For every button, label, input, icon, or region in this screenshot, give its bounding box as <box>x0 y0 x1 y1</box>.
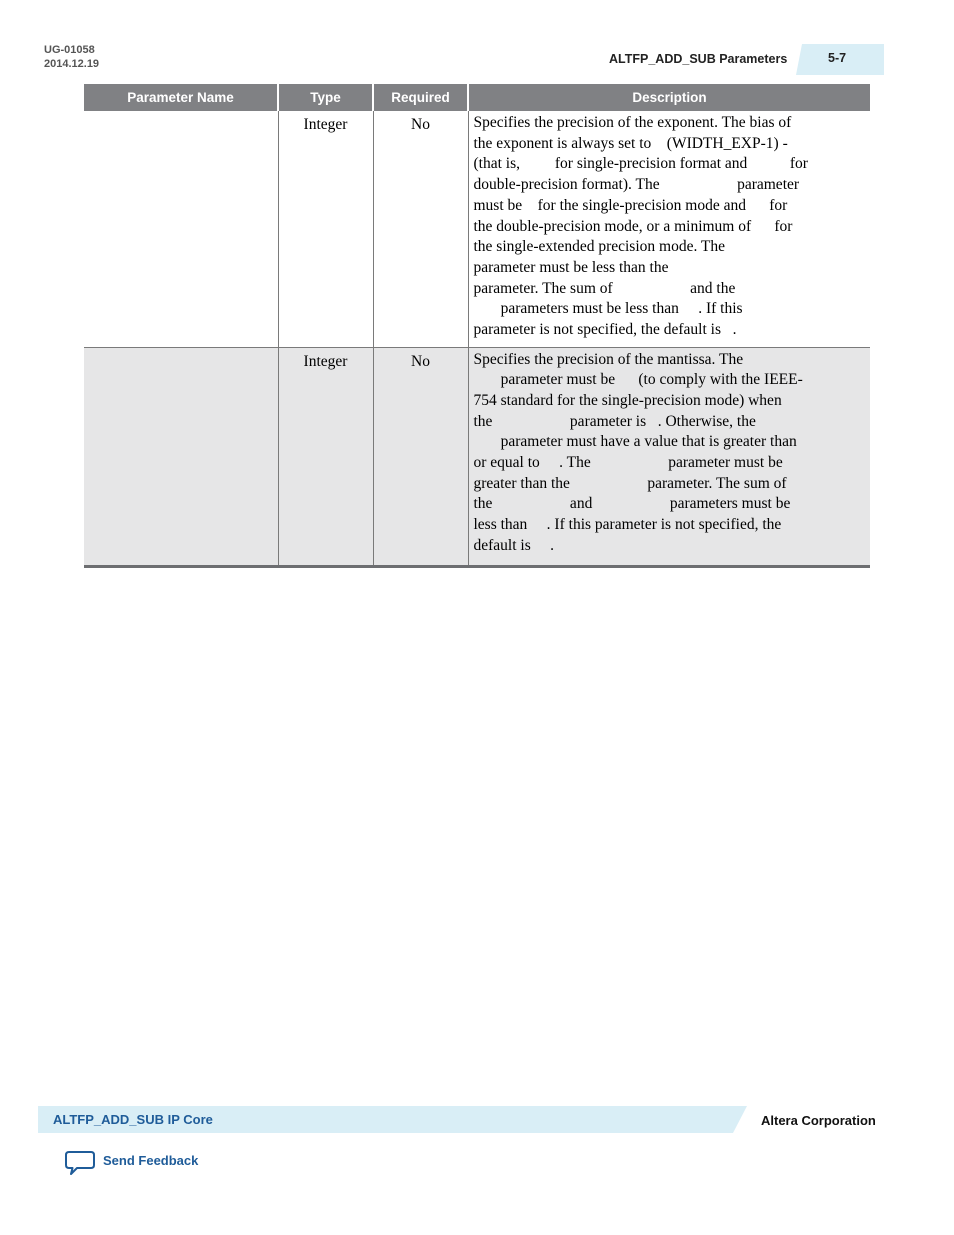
table-row <box>84 111 870 347</box>
parameter-name-cell <box>84 347 278 566</box>
parameter-name-cell <box>84 111 278 347</box>
description-line: (that is, for single-precision format and for <box>473 155 808 173</box>
description-line: default is . <box>473 536 554 554</box>
description-line: the exponent is always set to (WIDTH_EXP-1) - <box>473 134 788 152</box>
description-line: greater than the parameter. The sum of <box>473 474 787 492</box>
description-line: the single-extended precision mode. The <box>473 238 726 256</box>
type-cell: Integer <box>278 347 373 566</box>
description-line: Specifies the precision of the exponent. The bias of <box>473 114 792 131</box>
description-line: the and parameters must be <box>473 495 791 513</box>
description-line: parameter is not specified, the default is . <box>473 321 737 339</box>
description-line: the parameter is . Otherwise, the <box>473 412 756 430</box>
description-line: less than . If this parameter is not specified, the <box>473 516 782 534</box>
document-id <box>44 43 99 71</box>
description-line: must be for the single-precision mode and for <box>473 196 788 214</box>
send-feedback-link[interactable]: Send Feedback <box>103 1153 199 1168</box>
required-cell: No <box>373 347 468 566</box>
description-line: Specifies the precision of the mantissa. The <box>473 350 744 368</box>
table-header-row <box>84 84 870 111</box>
description-line: parameter must be (to comply with the IEEE- <box>473 371 803 389</box>
description-line: parameter. The sum of and the <box>473 279 736 297</box>
column-header-type: Type <box>278 84 373 111</box>
type-cell: Integer <box>278 111 373 347</box>
description-line: parameters must be less than . If this <box>473 300 743 318</box>
footer-core-name: ALTFP_ADD_SUB IP Core <box>53 1112 213 1127</box>
page-number: 5-7 <box>828 51 847 65</box>
section-title: ALTFP_ADD_SUB Parameters <box>609 52 788 66</box>
feedback-icon[interactable] <box>64 1149 96 1177</box>
description-line: parameter must be less than the <box>473 258 669 276</box>
column-header-required: Required <box>373 84 468 111</box>
description-line: double-precision format). The parameter <box>473 176 800 194</box>
column-header-description: Description <box>468 84 870 111</box>
footer-company: Altera Corporation <box>761 1113 876 1128</box>
parameters-table <box>84 84 870 568</box>
description-line: 754 standard for the single-precision mode) when <box>473 391 782 409</box>
column-header-parameter-name: Parameter Name <box>84 84 278 111</box>
description-line: or equal to . The parameter must be <box>473 454 783 472</box>
doc-date: 2014.12.19 <box>44 58 100 70</box>
description-line: parameter must have a value that is greater than <box>473 433 797 451</box>
description-cell <box>468 347 870 566</box>
required-cell: No <box>373 111 468 347</box>
table-row <box>84 347 870 566</box>
description-cell <box>468 111 870 347</box>
description-line: the double-precision mode, or a minimum of for <box>473 217 793 235</box>
doc-number: UG-01058 <box>44 44 95 56</box>
